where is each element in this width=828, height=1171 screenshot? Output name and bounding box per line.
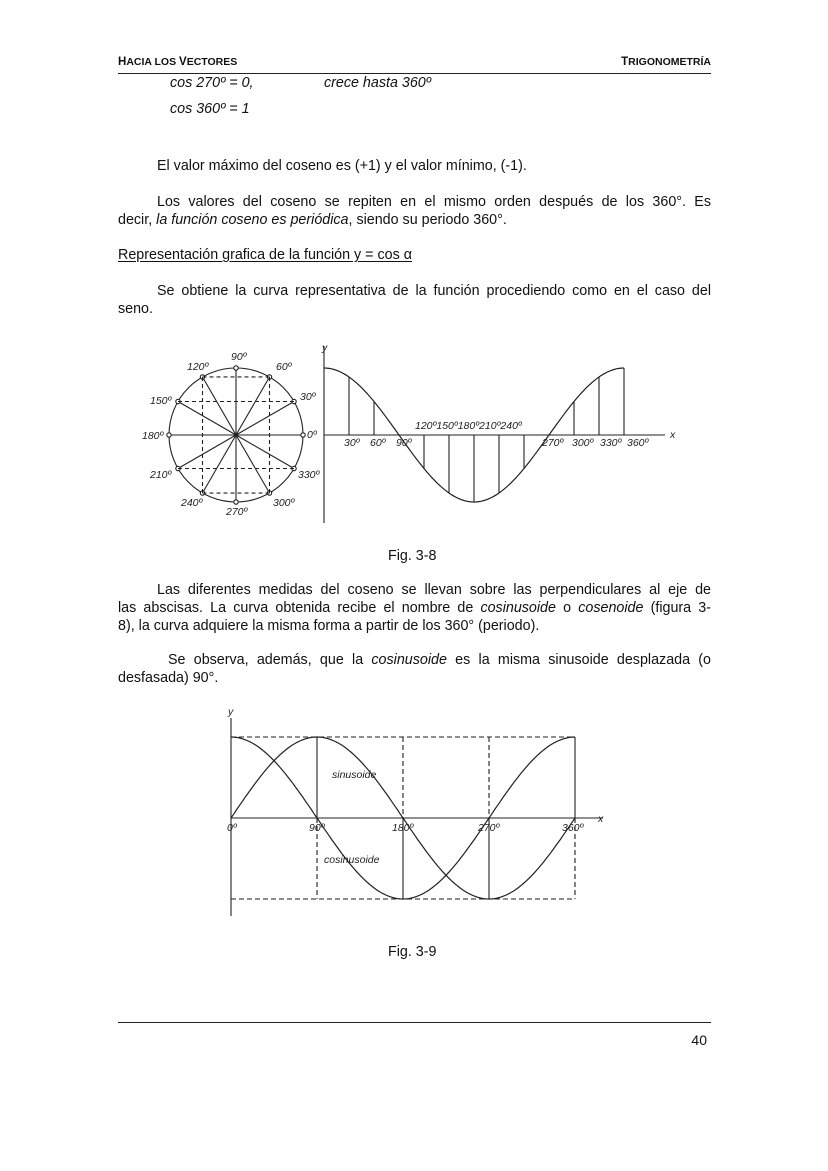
angle-label-60: 60º: [276, 361, 292, 373]
radius-240: [203, 435, 237, 493]
paragraph-cosinusoid-line1: Las diferentes medidas del coseno se llevan sobre las perpendiculares al eje de: [157, 582, 711, 598]
angle-label-120: 120º: [187, 361, 209, 373]
circle-point-90: [234, 366, 238, 370]
footer-rule: [118, 1022, 711, 1023]
angle-label-180: 180º: [142, 430, 164, 442]
angle-label-270: 270º: [226, 506, 248, 518]
angle-label-210: 210º: [150, 469, 172, 481]
tick-360: 360º: [562, 822, 584, 834]
figure-3-9: [218, 700, 618, 920]
ticks-120-240: 120º150º180º210º240º: [415, 420, 522, 432]
angle-label-240: 240º: [181, 497, 203, 509]
page-header: [118, 55, 711, 74]
section-heading: Representación grafica de la función y = cos α: [118, 247, 412, 263]
paragraph-periodic-line1: Los valores del coseno se repiten en el mismo orden después de los 360°. Es: [157, 194, 711, 210]
tick-90: 90º: [396, 437, 412, 449]
x-axis-label: x: [598, 813, 604, 825]
tick-360: 360º: [627, 437, 649, 449]
header-right: TRIGONOMETRÍA: [621, 56, 711, 68]
circle-point-0: [301, 433, 305, 437]
paragraph-curve-line2: seno.: [118, 301, 153, 317]
circle-point-270: [234, 500, 238, 504]
paragraph-cosinusoid-line3: 8), la curva adquiere la misma forma a partir de los 360° (periodo).: [118, 618, 540, 634]
tick-270: 270º: [478, 822, 500, 834]
tick-30: 30º: [344, 437, 360, 449]
cos360-line: cos 360º = 1: [170, 101, 250, 117]
tick-0: 0º: [227, 822, 237, 834]
angle-label-30: 30º: [300, 391, 316, 403]
figure-3-8: [130, 338, 690, 533]
tick-60: 60º: [370, 437, 386, 449]
x-axis-label: x: [670, 429, 676, 441]
figure-3-8-caption: Fig. 3-8: [388, 548, 437, 564]
angle-label-300: 300º: [273, 497, 295, 509]
angle-label-150: 150º: [150, 395, 172, 407]
angle-label-90: 90º: [231, 351, 247, 363]
radius-300: [236, 435, 270, 493]
paragraph-cosinusoid-line2: las abscisas. La curva obtenida recibe el nombre de cosinusoide o cosenoide (figura 3-: [118, 600, 711, 616]
paragraph-shift-line2: desfasada) 90°.: [118, 670, 219, 686]
paragraph-curve-line1: Se obtiene la curva representativa de la función procediendo como en el caso del: [157, 283, 711, 299]
y-axis-label: y: [322, 342, 328, 354]
radius-120: [203, 377, 237, 435]
angle-label-0: 0º: [307, 429, 317, 441]
cosinusoid-label: cosinusoide: [324, 854, 380, 866]
paragraph-max-min: El valor máximo del coseno es (+1) y el valor mínimo, (-1).: [157, 158, 527, 174]
radius-150: [178, 402, 236, 436]
tick-300: 300º: [572, 437, 594, 449]
sinusoid-label: sinusoide: [332, 769, 377, 781]
tick-180: 180º: [392, 822, 414, 834]
radius-330: [236, 435, 294, 469]
paragraph-periodic-line2: decir, la función coseno es periódica, siendo su periodo 360°.: [118, 212, 507, 228]
page-number: 40: [691, 1032, 707, 1048]
circle-point-180: [167, 433, 171, 437]
radius-30: [236, 402, 294, 436]
paragraph-shift-line1: Se observa, además, que la cosinusoide es la misma sinusoide desplazada (o: [168, 652, 712, 668]
y-axis-label: y: [228, 706, 234, 718]
crece-line: crece hasta 360º: [324, 75, 431, 91]
header-left: HACIA LOS VECTORES: [118, 56, 238, 68]
angle-label-330: 330º: [298, 469, 320, 481]
radius-210: [178, 435, 236, 469]
tick-90: 90º: [309, 822, 325, 834]
tick-270: 270º: [542, 437, 564, 449]
circle-radii: [167, 366, 305, 504]
tick-330: 330º: [600, 437, 622, 449]
figure-3-9-caption: Fig. 3-9: [388, 944, 437, 960]
cos270-line: cos 270º = 0,: [170, 75, 254, 91]
radius-60: [236, 377, 270, 435]
